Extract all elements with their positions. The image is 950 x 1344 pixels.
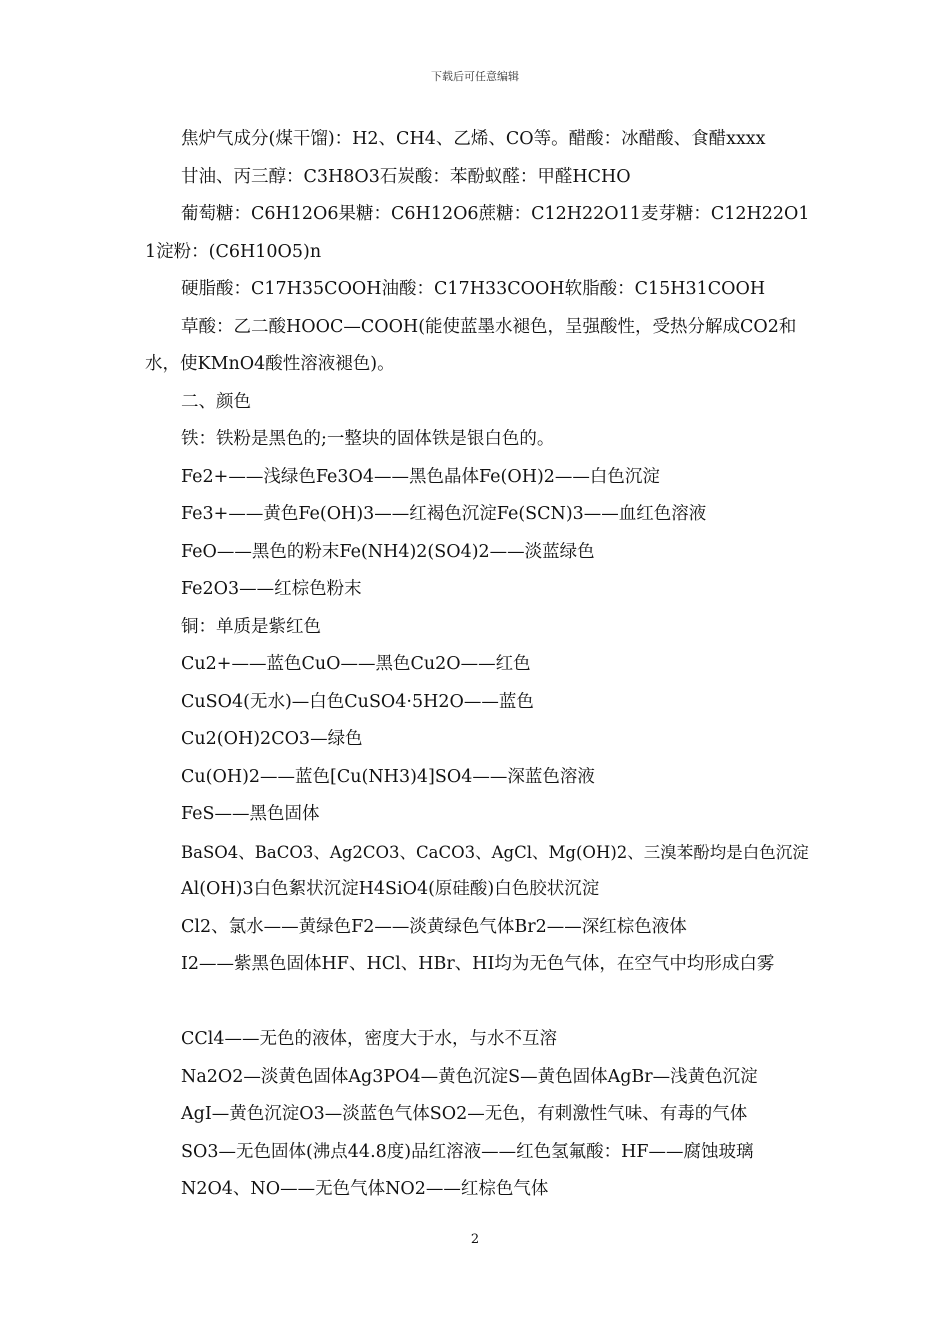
text-line: SO3—无色固体(沸点44.8度)品红溶液——红色氢氟酸：HF——腐蚀玻璃 (181, 1141, 754, 1162)
blank-line (145, 984, 810, 1022)
text-line: Fe2O3——红棕色粉末 (181, 579, 362, 599)
text-line: AgI—黄色沉淀O3—淡蓝色气体SO2—无色，有刺激性气味、有毒的气体 (181, 1104, 748, 1124)
text-line: Fe3+——黄色Fe(OH)3——红褐色沉淀Fe(SCN)3——血红色溶液 (181, 504, 707, 524)
section-heading: 二、颜色 (181, 391, 251, 412)
text-line: Cu2(OH)2CO3—绿色 (181, 729, 363, 749)
text-line: 草酸：乙二酸HOOC—COOH(能使蓝墨水褪色，呈强酸性，受热分解成CO2和水，使KMnO4酸性溶液褪色)。 (145, 316, 797, 374)
document-body (145, 121, 810, 1209)
text-line: BaSO4、BaCO3、Ag2CO3、CaCO3、AgCl、Mg(OH)2、三溴苯酚均是白色沉淀 (181, 842, 809, 862)
text-line: Cu2+——蓝色CuO——黑色Cu2O——红色 (181, 654, 531, 674)
text-line: FeS——黑色固体 (181, 804, 320, 824)
text-line: Na2O2—淡黄色固体Ag3PO4—黄色沉淀S—黄色固体AgBr—浅黄色沉淀 (181, 1066, 758, 1087)
text-line: FeO——黑色的粉末Fe(NH4)2(SO4)2——淡蓝绿色 (181, 541, 595, 562)
text-line: Fe2+——浅绿色Fe3O4——黑色晶体Fe(OH)2——白色沉淀 (181, 466, 660, 487)
text-line: I2——紫黑色固体HF、HCl、HBr、HI均为无色气体，在空气中均形成白雾 (181, 954, 775, 974)
text-line: Al(OH)3白色絮状沉淀H4SiO4(原硅酸)白色胶状沉淀 (181, 879, 600, 899)
text-line: CuSO4(无水)—白色CuSO4·5H2O——蓝色 (181, 691, 534, 712)
text-line: 甘油、丙三醇：C3H8O3石炭酸：苯酚蚁醛：甲醛HCHO (181, 166, 631, 187)
text-line: 葡萄糖：C6H12O6果糖：C6H12O6蔗糖：C12H22O11麦芽糖：C12H22O11淀粉：(C6H10O5)n (145, 204, 810, 262)
text-line: 铁：铁粉是黑色的;一整块的固体铁是银白色的。 (181, 429, 555, 449)
text-line: CCl4——无色的液体，密度大于水，与水不互溶 (181, 1029, 558, 1049)
text-line: 铜：单质是紫红色 (181, 616, 321, 637)
text-line: 焦炉气成分(煤干馏)：H2、CH4、乙烯、CO等。醋酸：冰醋酸、食醋xxxx (181, 129, 766, 149)
page-number: 2 (470, 1232, 480, 1247)
text-line: Cu(OH)2——蓝色[Cu(NH3)4]SO4——深蓝色溶液 (181, 766, 595, 787)
page-header: 下载后可任意编辑 (431, 70, 519, 83)
text-line: 硬脂酸：C17H35COOH油酸：C17H33COOH软脂酸：C15H31COOH (181, 279, 766, 299)
text-line: N2O4、NO——无色气体NO2——红棕色气体 (181, 1179, 549, 1199)
text-line: Cl2、氯水——黄绿色F2——淡黄绿色气体Br2——深红棕色液体 (181, 916, 687, 937)
